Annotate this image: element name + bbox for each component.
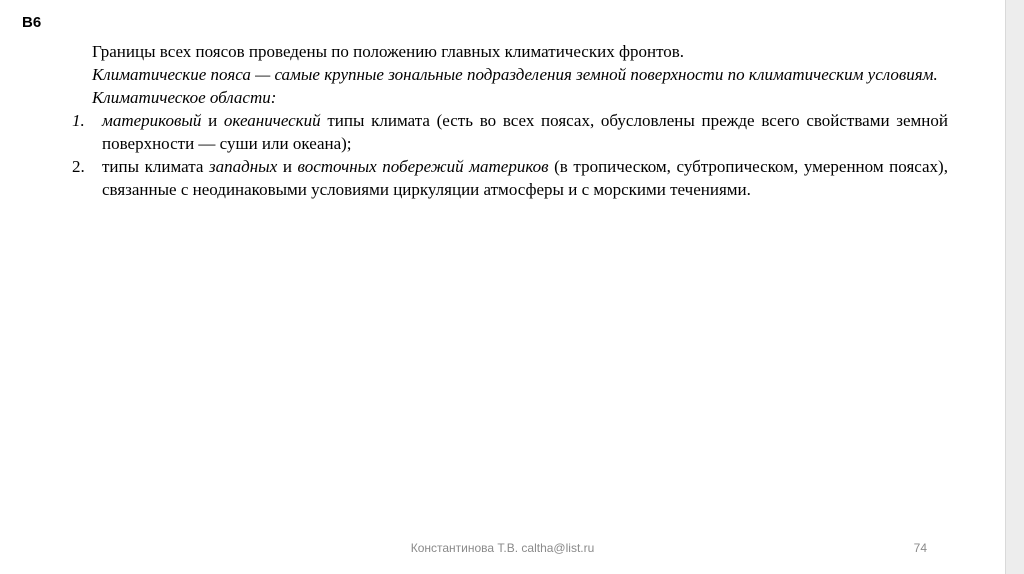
term-continental: материковый — [102, 111, 202, 130]
term-western: западных — [209, 157, 278, 176]
window-edge — [1005, 0, 1024, 574]
list-text: и — [201, 111, 224, 130]
list-item-2 — [72, 155, 948, 201]
list-text: типы климата (есть во всех поясах, обусловлены прежде всего свойствами земной поверхности — суши или океана); — [102, 111, 948, 153]
term-oceanic: океанический — [223, 111, 321, 130]
list-text: типы климата — [102, 157, 210, 176]
page-number: 74 — [913, 541, 927, 555]
list-number-1: 1. — [72, 111, 85, 130]
slide-label: В6 — [22, 14, 42, 31]
footer-author: Константинова Т.В. caltha@list.ru — [410, 541, 595, 555]
slide-content — [72, 40, 948, 201]
paragraph-climate-regions: Климатическое области: — [92, 88, 277, 107]
term-eastern-coasts: восточных побережий материков — [297, 157, 549, 176]
list-text: (в тропическом, субтропическом, умеренном поясах), связанные с неодинаковыми условиями циркуляции атмосферы и с морскими течениями. — [102, 157, 948, 199]
list-text: и — [277, 157, 298, 176]
paragraph-climate-belts: Климатические пояса — самые крупные зональные подразделения земной поверхности по климатическим условиям. — [92, 65, 938, 84]
list-number-2: 2. — [72, 157, 85, 176]
paragraph-fronts: Границы всех поясов проведены по положению главных климатических фронтов. — [92, 42, 685, 61]
list-item-1 — [72, 109, 948, 155]
